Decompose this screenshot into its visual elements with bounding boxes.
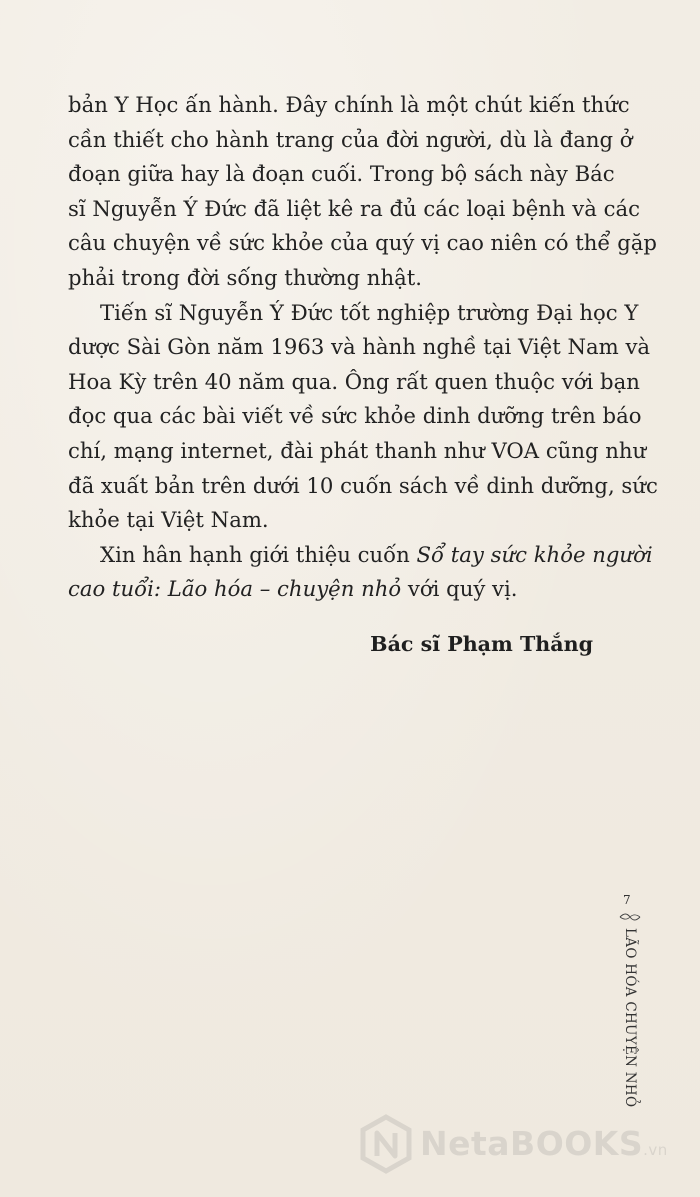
text-line: đọc qua các bài viết về sức khỏe dinh dưỡng trên báo xyxy=(68,403,642,429)
text-line: câu chuyện về sức khỏe của quý vị cao niên có thể gặp xyxy=(68,230,657,256)
watermark xyxy=(356,1114,686,1174)
text-line xyxy=(68,572,593,607)
text-line: chí, mạng internet, đài phát thanh như VOA cũng như xyxy=(68,437,647,463)
text-line: khỏe tại Việt Nam. xyxy=(68,507,269,533)
body-text xyxy=(68,88,658,607)
book-title: Sổ tay sức khỏe người xyxy=(416,541,653,567)
text-line: đoạn giữa hay là đoạn cuối. Trong bộ sách này Bác xyxy=(68,161,615,187)
book-title: cao tuổi: Lão hóa – chuyện nhỏ xyxy=(68,576,402,602)
text-line: sĩ Nguyễn Ý Đức đã liệt kê ra đủ các loại bệnh và các xyxy=(68,195,641,221)
author-signature: Bác sĩ Phạm Thắng xyxy=(370,632,593,656)
text-line: đã xuất bản trên dưới 10 cuốn sách về dinh dưỡng, sức xyxy=(68,472,658,498)
outro-text: với quý vị. xyxy=(401,576,518,602)
text-line: dược Sài Gòn năm 1963 và hành nghề tại Việt Nam và xyxy=(68,334,651,360)
text-line: Hoa Kỳ trên 40 năm qua. Ông rất quen thuộc với bạn xyxy=(68,368,640,394)
watermark-brand xyxy=(420,1124,668,1163)
paragraph-3 xyxy=(68,538,653,607)
intro-text: Xin hân hạnh giới thiệu cuốn xyxy=(100,541,417,567)
text-line xyxy=(68,538,653,573)
paragraph-2 xyxy=(68,296,658,538)
text-line: bản Y Học ấn hành. Đây chính là một chút kiến thức xyxy=(68,92,630,117)
flourish-ornament-icon xyxy=(619,912,641,922)
text-line: Tiến sĩ Nguyễn Ý Đức tốt nghiệp trường Đại học Y xyxy=(100,299,639,325)
hexagon-n-logo-icon xyxy=(356,1114,416,1174)
text-line: cần thiết cho hành trang của đời người, dù là đang ở xyxy=(68,126,633,152)
watermark-brand-text: NetaBOOKS xyxy=(420,1124,644,1163)
page-number: 7 xyxy=(623,893,631,907)
paragraph-1 xyxy=(68,88,657,296)
watermark-suffix: .vn xyxy=(643,1141,668,1159)
running-title: LÃO HÓA CHUYỆN NHỎ xyxy=(622,928,638,1108)
text-line: phải trong đời sống thường nhật. xyxy=(68,264,422,290)
